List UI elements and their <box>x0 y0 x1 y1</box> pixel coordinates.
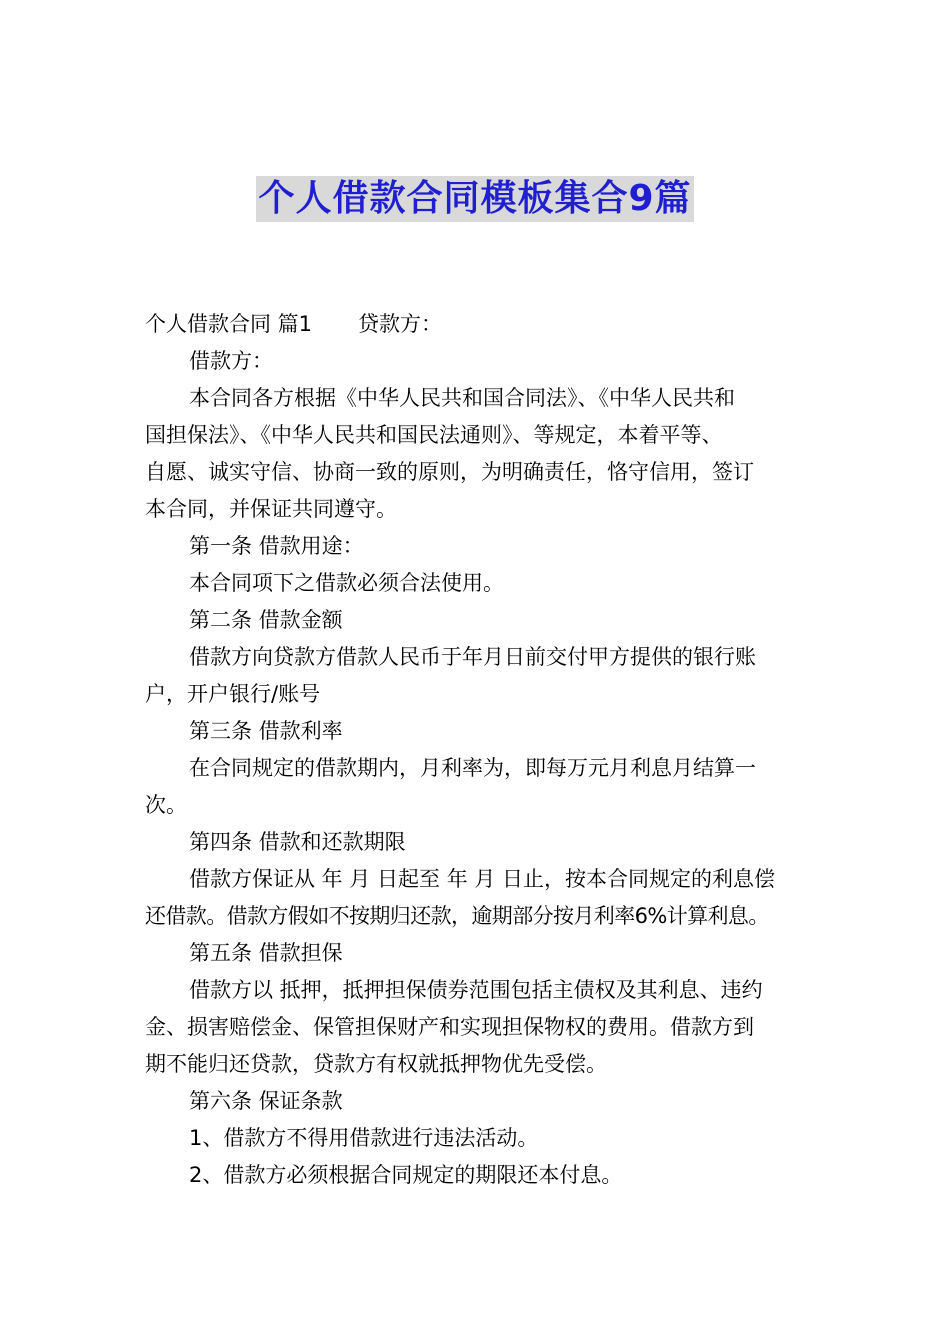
list-item: 2、借款方必须根据合同规定的期限还本付息。 <box>189 1163 623 1187</box>
paragraph-line: 借款方保证从 年 月 日起至 年 月 日止，按本合同规定的利息偿 <box>189 867 776 891</box>
paragraph-line: 还借款。借款方假如不按期归还款，逾期部分按月利率6%计算利息。 <box>145 904 769 928</box>
paragraph-line: 本合同项下之借款必须合法使用。 <box>189 571 504 595</box>
article-heading: 第六条 保证条款 <box>189 1089 343 1113</box>
list-item: 1、借款方不得用借款进行违法活动。 <box>189 1126 539 1150</box>
paragraph-line: 借款方向贷款方借款人民币于年月日前交付甲方提供的银行账 <box>189 645 756 669</box>
contract-heading: 个人借款合同 篇1 <box>145 312 313 336</box>
paragraph-line: 次。 <box>145 793 187 817</box>
paragraph-line: 期不能归还贷款，贷款方有权就抵押物优先受偿。 <box>145 1052 607 1076</box>
paragraph-line: 自愿、诚实守信、协商一致的原则，为明确责任，恪守信用，签订 <box>145 460 754 484</box>
article-heading: 第一条 借款用途： <box>189 534 364 558</box>
article-heading: 第四条 借款和还款期限 <box>189 830 406 854</box>
contract-heading-line <box>145 306 810 343</box>
paragraph-line: 借款方以 抵押，抵押担保债券范围包括主债权及其利息、违约 <box>189 978 763 1002</box>
paragraph-line: 在合同规定的借款期内，月利率为，即每万元月利息月结算一 <box>189 756 756 780</box>
paragraph-line: 本合同各方根据《中华人民共和国合同法》、《中华人民共和 <box>189 386 735 410</box>
paragraph-line: 借款方： <box>189 349 273 373</box>
paragraph-line: 户，开户银行/账号 <box>145 682 321 706</box>
title-container <box>0 176 950 222</box>
paragraph-line: 国担保法》、《中华人民共和国民法通则》、等规定，本着平等、 <box>145 423 723 447</box>
paragraph-line: 金、损害赔偿金、保管担保财产和实现担保物权的费用。借款方到 <box>145 1015 754 1039</box>
document-title: 个人借款合同模板集合9篇 <box>256 176 693 222</box>
article-heading: 第二条 借款金额 <box>189 608 343 632</box>
paragraph-line: 本合同，并保证共同遵守。 <box>145 497 397 521</box>
article-heading: 第三条 借款利率 <box>189 719 343 743</box>
document-body <box>145 306 810 1194</box>
lender-label: 贷款方： <box>358 312 443 336</box>
article-heading: 第五条 借款担保 <box>189 941 343 965</box>
